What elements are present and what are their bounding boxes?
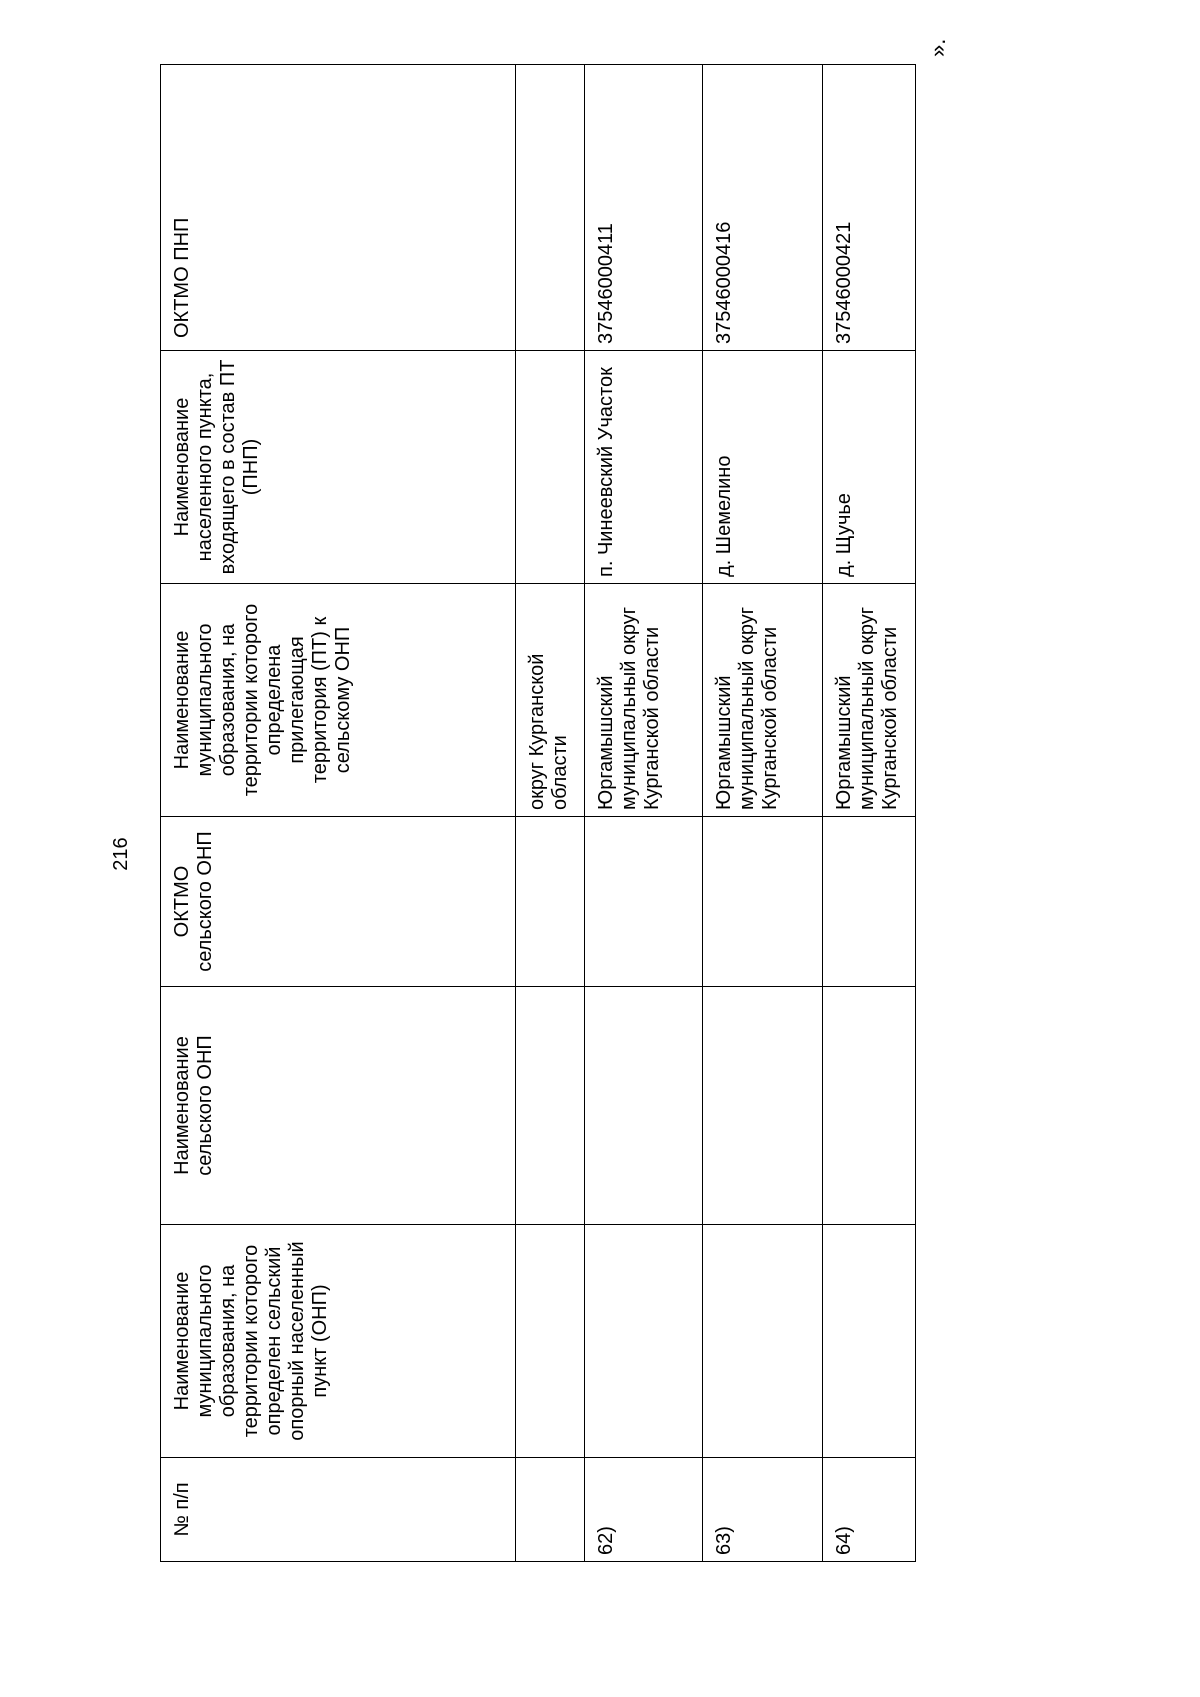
cell-rural-onp-name <box>585 987 703 1225</box>
cell-rural-onp-oktmo <box>823 817 916 987</box>
cell-pnp-oktmo: 37546000416 <box>703 65 823 351</box>
cell-number: 62) <box>585 1458 703 1562</box>
cell-municipality-onp <box>516 1225 585 1458</box>
cell-municipality-onp <box>585 1225 703 1458</box>
cell-number: 64) <box>823 1458 916 1562</box>
cell-municipality-pt: Юргамышский муниципальный округ Курганской области <box>585 584 703 817</box>
cell-rural-onp-oktmo <box>585 817 703 987</box>
cell-municipality-onp <box>823 1225 916 1458</box>
cell-rural-onp-oktmo <box>516 817 585 987</box>
table-row <box>703 65 823 1562</box>
page-number: 216 <box>110 837 132 871</box>
header-pnp-name: Наименование населенного пункта, входящего в состав ПТ (ПНП) <box>161 351 516 584</box>
table-row <box>823 65 916 1562</box>
cell-pnp-name: д. Шемелино <box>703 351 823 584</box>
table-row <box>516 65 585 1562</box>
header-number: № п/п <box>161 1458 516 1562</box>
header-rural-onp-oktmo: ОКТМО сельского ОНП <box>161 817 516 987</box>
cell-municipality-pt: Юргамышский муниципальный округ Курганской области <box>823 584 916 817</box>
cell-rural-onp-oktmo <box>703 817 823 987</box>
cell-number: 63) <box>703 1458 823 1562</box>
cell-municipality-pt: Юргамышский муниципальный округ Курганской области <box>703 584 823 817</box>
closing-quote-mark: ». <box>925 38 950 57</box>
cell-municipality-pt: округ Курганской области <box>516 584 585 817</box>
cell-rural-onp-name <box>516 987 585 1225</box>
cell-rural-onp-name <box>823 987 916 1225</box>
header-rural-onp-name: Наименование сельского ОНП <box>161 987 516 1225</box>
header-pnp-oktmo: ОКТМО ПНП <box>161 65 516 351</box>
cell-pnp-oktmo: 37546000421 <box>823 65 916 351</box>
table-header-row <box>161 65 516 1562</box>
cell-number <box>516 1458 585 1562</box>
cell-pnp-name <box>516 351 585 584</box>
table-row <box>585 65 703 1562</box>
cell-pnp-oktmo <box>516 65 585 351</box>
cell-municipality-onp <box>703 1225 823 1458</box>
settlements-table <box>160 64 916 1562</box>
cell-pnp-name: п. Чинеевский Участок <box>585 351 703 584</box>
cell-pnp-oktmo: 37546000411 <box>585 65 703 351</box>
header-municipality-onp: Наименование муниципального образования, на территории которого определен сельский опорный населенный пункт (ОНП) <box>161 1225 516 1458</box>
cell-pnp-name: д. Щучье <box>823 351 916 584</box>
cell-rural-onp-name <box>703 987 823 1225</box>
header-municipality-pt: Наименование муниципального образования, на территории которого определена прилегающая территория (ПТ) к сельскому ОНП <box>161 584 516 817</box>
